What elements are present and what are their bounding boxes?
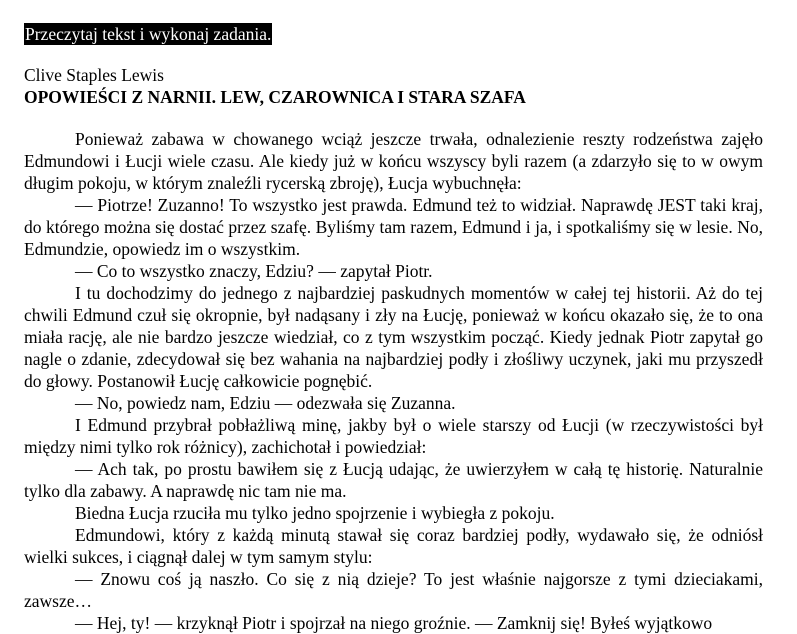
text-paragraph: — Co to wszystko znaczy, Edziu? — zapytał Piotr.: [75, 261, 433, 281]
document-page: [24, 23, 763, 634]
text-paragraph: — Hej, ty! — krzyknął Piotr i spojrzał na niego groźnie. — Zamknij się! Byłeś wyjątkowo: [75, 613, 713, 633]
author-name: Clive Staples Lewis: [24, 65, 164, 85]
text-paragraph: — Znowu coś ją naszło. Co się z nią dzieje? To jest właśnie najgorsze z tymi dzieciakami, zawsze…: [24, 569, 763, 611]
text-paragraph: Edmundowi, który z każdą minutą stawał się coraz bardziej podły, wydawało się, że odniósł wielki sukces, i ciągnął dalej w tym samym stylu:: [24, 525, 763, 567]
text-paragraph: I Edmund przybrał pobłażliwą minę, jakby był o wiele starszy od Łucji (w rzeczywistości był między nimi tylko rok różnicy), zachichotał i powiedział:: [24, 415, 763, 457]
reading-text: [24, 128, 763, 634]
text-paragraph: I tu dochodzimy do jednego z najbardziej paskudnych momentów w całej tej historii. Aż do tej chwili Edmund czuł się okropnie, był nadąsany i zły na Łucję, ponieważ w końcu okazało się, że to ona miała rację, ale nie bardzo jeszcze wiedział, co z tym wszystkim począć. Kiedy jednak Piotr zapytał go nagle o zdanie, zdecydował się bez wahania na najbardziej podły i złośliwy uczynek, jaki mu przyszedł do głowy. Postanowił Łucję całkowicie pognębić.: [24, 283, 763, 391]
text-paragraph: Biedna Łucja rzuciła mu tylko jedno spojrzenie i wybiegła z pokoju.: [75, 503, 555, 523]
task-instruction: Przeczytaj tekst i wykonaj zadania.: [25, 24, 272, 44]
text-paragraph: — Piotrze! Zuzanno! To wszystko jest prawda. Edmund też to widział. Naprawdę JEST taki kraj, do którego można się dostać przez szafę. Byliśmy tam razem, Edmund i ja, i spotkaliśmy się w lesie. No, Edmundzie, opowiedz im o wszystkim.: [24, 195, 763, 259]
text-paragraph: — No, powiedz nam, Edziu — odezwała się Zuzanna.: [75, 393, 456, 413]
book-title: OPOWIEŚCI Z NARNII. LEW, CZAROWNICA I STARA SZAFA: [24, 87, 526, 107]
text-paragraph: Ponieważ zabawa w chowanego wciąż jeszcze trwała, odnalezienie reszty rodzeństwa zajęło Edmundowi i Łucji wiele czasu. Ale kiedy już w końcu wszyscy byli razem (a zdarzyło się to w owym długim pokoju, w którym znaleźli rycerską zbroję), Łucja wybuchnęła:: [24, 129, 763, 193]
text-paragraph: — Ach tak, po prostu bawiłem się z Łucją udając, że uwierzyłem w całą tę historię. Naturalnie tylko dla zabawy. A naprawdę nic tam nie ma.: [24, 459, 763, 501]
